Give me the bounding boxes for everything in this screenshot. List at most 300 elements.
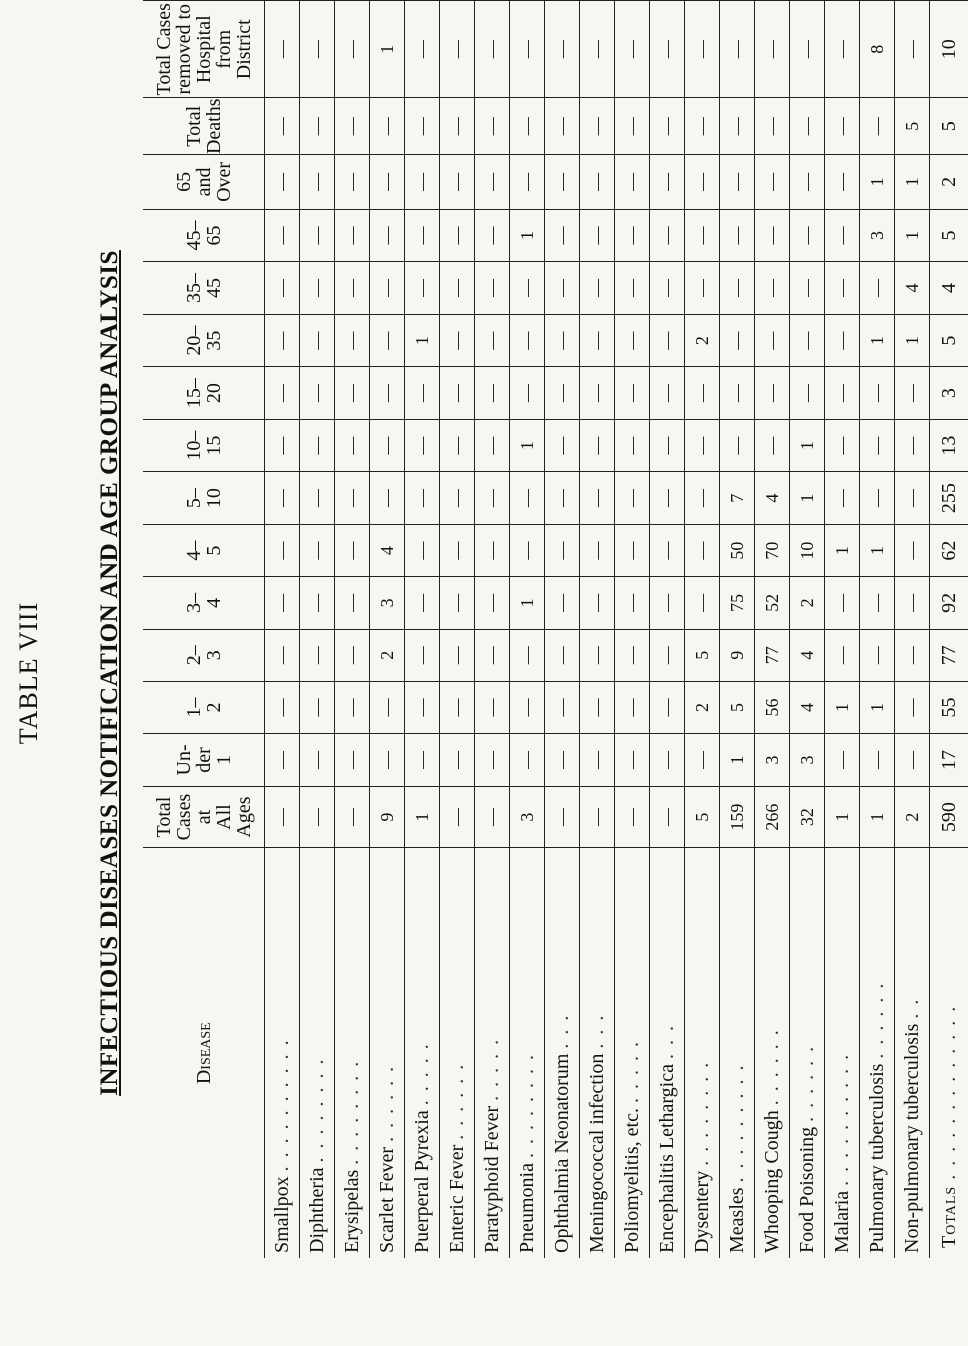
column-header-line: at xyxy=(192,809,215,825)
cell-value: — xyxy=(545,419,580,472)
disease-name xyxy=(860,848,895,1258)
cell-value: — xyxy=(475,155,510,210)
leader-dots: . . . . . . . . xyxy=(691,1060,713,1166)
cell-value: 3 xyxy=(790,734,825,787)
cell-value: — xyxy=(790,155,825,210)
cell-value: — xyxy=(510,367,545,420)
cell-value: — xyxy=(615,472,650,525)
cell-value: 5 xyxy=(895,98,930,155)
disease-label: Erysipelas xyxy=(341,1169,363,1253)
cell-value: — xyxy=(580,681,615,733)
cell-value: — xyxy=(685,472,720,525)
cell-value: — xyxy=(265,155,300,210)
cell-value: — xyxy=(825,209,860,262)
cell-value: — xyxy=(475,734,510,787)
cell-value: — xyxy=(755,419,790,472)
cell-value: 266 xyxy=(755,786,790,848)
cell-value: — xyxy=(580,786,615,848)
total-value: 255 xyxy=(930,472,968,525)
notification-table xyxy=(143,0,968,1258)
cell-value: — xyxy=(300,629,335,681)
column-header xyxy=(143,734,265,787)
total-value: 55 xyxy=(930,681,968,733)
column-header-line: Disease xyxy=(192,1022,215,1085)
table-row xyxy=(370,1,405,1259)
leader-dots: . . . . . . . . . xyxy=(726,1063,748,1183)
cell-value: — xyxy=(685,524,720,576)
table-row xyxy=(580,1,615,1259)
cell-value: — xyxy=(755,367,790,420)
cell-value: 159 xyxy=(720,786,755,848)
totals-label xyxy=(930,848,968,1258)
cell-value: — xyxy=(370,681,405,733)
total-value: 10 xyxy=(930,1,968,99)
cell-value: — xyxy=(335,262,370,315)
cell-value: — xyxy=(300,155,335,210)
cell-value: — xyxy=(685,419,720,472)
cell-value: — xyxy=(720,367,755,420)
total-value: 77 xyxy=(930,629,968,681)
leader-dots: . . . . . . xyxy=(761,1028,783,1106)
disease-name xyxy=(650,848,685,1258)
total-value: 3 xyxy=(930,367,968,420)
cell-value: — xyxy=(650,681,685,733)
cell-value: — xyxy=(720,1,755,99)
cell-value: — xyxy=(755,98,790,155)
cell-value: — xyxy=(895,734,930,787)
disease-label: Paratyphoid Fever xyxy=(481,1105,503,1253)
cell-value: 3 xyxy=(370,577,405,629)
cell-value: — xyxy=(685,734,720,787)
cell-value: — xyxy=(650,367,685,420)
cell-value: 1 xyxy=(860,681,895,733)
cell-value: — xyxy=(650,419,685,472)
cell-value: — xyxy=(405,155,440,210)
cell-value: — xyxy=(300,524,335,576)
cell-value: — xyxy=(895,419,930,472)
cell-value: — xyxy=(265,524,300,576)
disease-label: Diphtheria xyxy=(306,1167,328,1253)
cell-value: — xyxy=(405,472,440,525)
leader-dots: . . . xyxy=(656,1024,678,1059)
totals-row xyxy=(930,1,968,1259)
cell-value: 1 xyxy=(370,1,405,99)
cell-value: — xyxy=(580,209,615,262)
disease-label: Measles xyxy=(726,1187,748,1253)
cell-value: — xyxy=(685,262,720,315)
table-row xyxy=(650,1,685,1259)
cell-value: — xyxy=(440,419,475,472)
table-row xyxy=(440,1,475,1259)
column-header-line: Deaths xyxy=(202,98,225,155)
cell-value: — xyxy=(440,472,475,525)
cell-value: — xyxy=(440,786,475,848)
disease-name xyxy=(755,848,790,1258)
cell-value: 1 xyxy=(895,155,930,210)
cell-value: — xyxy=(335,524,370,576)
column-header-line: 5 xyxy=(202,545,225,556)
cell-value: 52 xyxy=(755,577,790,629)
cell-value: — xyxy=(510,629,545,681)
cell-value: — xyxy=(440,629,475,681)
cell-value: — xyxy=(265,1,300,99)
cell-value: 1 xyxy=(825,681,860,733)
cell-value: — xyxy=(825,629,860,681)
cell-value: — xyxy=(650,577,685,629)
cell-value: — xyxy=(895,367,930,420)
column-header-line: Hospital xyxy=(192,15,215,84)
leader-dots: . . . . . . xyxy=(866,981,888,1059)
cell-value: 75 xyxy=(720,577,755,629)
cell-value: — xyxy=(265,314,300,367)
cell-value: — xyxy=(790,262,825,315)
table-row xyxy=(895,1,930,1259)
leader-dots: . . . . . . xyxy=(376,1064,398,1142)
cell-value: 1 xyxy=(510,577,545,629)
column-header xyxy=(143,577,265,629)
table-row xyxy=(615,1,650,1259)
cell-value: 1 xyxy=(790,419,825,472)
cell-value: — xyxy=(510,472,545,525)
column-header-line: removed to xyxy=(172,3,195,95)
cell-value: — xyxy=(580,472,615,525)
cell-value: — xyxy=(265,472,300,525)
cell-value: — xyxy=(370,734,405,787)
disease-label: Ophthalmia Neonatorum xyxy=(551,1053,573,1253)
cell-value: — xyxy=(510,262,545,315)
total-value: 62 xyxy=(930,524,968,576)
cell-value: — xyxy=(405,209,440,262)
cell-value: — xyxy=(300,734,335,787)
column-header xyxy=(143,209,265,262)
disease-label: Pulmonary tuberculosis xyxy=(866,1063,888,1253)
cell-value: — xyxy=(790,1,825,99)
cell-value: — xyxy=(475,98,510,155)
cell-value: — xyxy=(335,1,370,99)
total-value: 590 xyxy=(930,786,968,848)
cell-value: — xyxy=(300,1,335,99)
disease-name xyxy=(440,848,475,1258)
cell-value: — xyxy=(405,734,440,787)
cell-value: — xyxy=(300,786,335,848)
cell-value: — xyxy=(615,1,650,99)
cell-value: — xyxy=(685,98,720,155)
column-header-line: 65 xyxy=(202,225,225,246)
cell-value: — xyxy=(650,155,685,210)
cell-value: — xyxy=(790,314,825,367)
cell-value: — xyxy=(510,155,545,210)
cell-value: 1 xyxy=(405,314,440,367)
cell-value: — xyxy=(755,314,790,367)
cell-value: — xyxy=(825,419,860,472)
cell-value: — xyxy=(300,681,335,733)
cell-value: — xyxy=(580,524,615,576)
disease-name xyxy=(475,848,510,1258)
column-header xyxy=(143,524,265,576)
cell-value: — xyxy=(615,577,650,629)
cell-value: — xyxy=(825,577,860,629)
column-header xyxy=(143,681,265,733)
cell-value: — xyxy=(335,314,370,367)
disease-label: Non-pulmonary tuberculosis xyxy=(901,1023,923,1253)
cell-value: — xyxy=(860,577,895,629)
cell-value: 1 xyxy=(895,209,930,262)
disease-name xyxy=(545,848,580,1258)
cell-value: — xyxy=(825,734,860,787)
cell-value: — xyxy=(650,98,685,155)
leader-dots: . . . . . . . . xyxy=(306,1057,328,1163)
disease-name xyxy=(405,848,440,1258)
leader-dots: . . . . . . xyxy=(446,1062,468,1140)
cell-value: — xyxy=(825,472,860,525)
cell-value: — xyxy=(790,98,825,155)
cell-value: — xyxy=(440,577,475,629)
column-header-line: 10 xyxy=(202,488,225,509)
cell-value: 9 xyxy=(370,786,405,848)
column-header xyxy=(143,98,265,155)
cell-value: — xyxy=(265,419,300,472)
disease-label: Enteric Fever xyxy=(446,1144,468,1253)
cell-value: — xyxy=(475,419,510,472)
cell-value: — xyxy=(405,577,440,629)
cell-value: — xyxy=(685,367,720,420)
cell-value: — xyxy=(545,367,580,420)
total-value: 92 xyxy=(930,577,968,629)
table-row xyxy=(335,1,370,1259)
cell-value: — xyxy=(825,314,860,367)
cell-value: — xyxy=(720,98,755,155)
column-header xyxy=(143,472,265,525)
cell-value: — xyxy=(335,98,370,155)
cell-value: 10 xyxy=(790,524,825,576)
cell-value: — xyxy=(265,734,300,787)
cell-value: — xyxy=(580,98,615,155)
cell-value: 70 xyxy=(755,524,790,576)
cell-value: 3 xyxy=(510,786,545,848)
cell-value: — xyxy=(545,155,580,210)
cell-value: — xyxy=(615,155,650,210)
disease-label: Dysentery xyxy=(691,1170,713,1253)
cell-value: — xyxy=(720,209,755,262)
cell-value: — xyxy=(650,629,685,681)
disease-name xyxy=(685,848,720,1258)
cell-value: — xyxy=(615,524,650,576)
cell-value: — xyxy=(300,419,335,472)
cell-value: — xyxy=(615,681,650,733)
cell-value: — xyxy=(475,786,510,848)
column-header xyxy=(143,367,265,420)
cell-value: — xyxy=(825,367,860,420)
cell-value: 7 xyxy=(720,472,755,525)
column-header-line: from xyxy=(212,29,235,69)
column-header-line: 5– xyxy=(182,488,205,509)
cell-value: — xyxy=(755,262,790,315)
cell-value: — xyxy=(335,209,370,262)
cell-value: — xyxy=(300,472,335,525)
cell-value: — xyxy=(685,155,720,210)
disease-name xyxy=(720,848,755,1258)
cell-value: — xyxy=(650,209,685,262)
cell-value: — xyxy=(580,1,615,99)
cell-value: 2 xyxy=(370,629,405,681)
leader-dots: . . . . . xyxy=(481,1037,503,1101)
disease-name xyxy=(370,848,405,1258)
cell-value: 77 xyxy=(755,629,790,681)
cell-value: — xyxy=(615,734,650,787)
leader-dots: . . . xyxy=(586,1013,608,1049)
column-header-line: 1– xyxy=(182,697,205,718)
leader-dots: . . xyxy=(901,997,923,1019)
column-header-line: 65 xyxy=(172,171,195,192)
cell-value: 2 xyxy=(895,786,930,848)
cell-value: — xyxy=(545,262,580,315)
cell-value: — xyxy=(860,367,895,420)
cell-value: — xyxy=(545,314,580,367)
cell-value: — xyxy=(720,155,755,210)
cell-value: — xyxy=(685,1,720,99)
disease-name xyxy=(790,848,825,1258)
disease-label: Whooping Cough xyxy=(761,1110,783,1253)
table-row xyxy=(265,1,300,1259)
cell-value: 50 xyxy=(720,524,755,576)
cell-value: 1 xyxy=(895,314,930,367)
table-row xyxy=(300,1,335,1259)
cell-value: — xyxy=(545,1,580,99)
column-header-line: 3 xyxy=(202,650,225,661)
column-header-line: and xyxy=(192,167,215,197)
disease-label: Meningococcal infection xyxy=(586,1053,608,1253)
disease-name xyxy=(510,848,545,1258)
disease-name xyxy=(335,848,370,1258)
total-value: 5 xyxy=(930,314,968,367)
cell-value: — xyxy=(860,419,895,472)
disease-label: Food Poisoning xyxy=(796,1126,818,1253)
cell-value: — xyxy=(685,209,720,262)
cell-value: 3 xyxy=(755,734,790,787)
leader-dots: . . . . . xyxy=(621,1040,643,1103)
cell-value: — xyxy=(895,681,930,733)
cell-value: — xyxy=(405,1,440,99)
disease-label: Puerperal Pyrexia xyxy=(411,1110,433,1253)
column-header xyxy=(143,786,265,848)
cell-value: — xyxy=(405,367,440,420)
leader-dots: . . . . . . . . xyxy=(516,1053,538,1158)
column-header-line: 4 xyxy=(202,597,225,608)
cell-value: 9 xyxy=(720,629,755,681)
cell-value: — xyxy=(440,262,475,315)
cell-value: — xyxy=(755,155,790,210)
cell-value: — xyxy=(720,419,755,472)
disease-name xyxy=(265,848,300,1258)
cell-value: 56 xyxy=(755,681,790,733)
total-value: 5 xyxy=(930,98,968,155)
cell-value: — xyxy=(685,577,720,629)
cell-value: — xyxy=(615,98,650,155)
cell-value: — xyxy=(650,786,685,848)
cell-value: — xyxy=(510,524,545,576)
cell-value: — xyxy=(580,577,615,629)
cell-value: 1 xyxy=(860,786,895,848)
disease-label: Encephalitis Lethargica xyxy=(656,1064,678,1253)
cell-value: 5 xyxy=(685,786,720,848)
total-value: 17 xyxy=(930,734,968,787)
cell-value: — xyxy=(580,314,615,367)
column-header xyxy=(143,1,265,99)
column-header-line: 10– xyxy=(182,430,205,461)
column-header-line: Cases xyxy=(172,793,195,841)
cell-value: — xyxy=(440,155,475,210)
cell-value: 1 xyxy=(510,209,545,262)
column-header-line: Total Cases xyxy=(152,3,175,96)
cell-value: — xyxy=(615,262,650,315)
column-header xyxy=(143,629,265,681)
column-header-line: 2 xyxy=(202,702,225,713)
column-header-line: 20– xyxy=(182,325,205,356)
cell-value: 5 xyxy=(685,629,720,681)
leader-dots: . . . . . xyxy=(411,1042,433,1106)
cell-value: — xyxy=(895,524,930,576)
cell-value: — xyxy=(475,367,510,420)
cell-value: 5 xyxy=(720,681,755,733)
cell-value: — xyxy=(265,98,300,155)
cell-value: — xyxy=(860,262,895,315)
cell-value: — xyxy=(790,209,825,262)
cell-value: — xyxy=(475,524,510,576)
cell-value: — xyxy=(825,155,860,210)
cell-value: — xyxy=(335,419,370,472)
cell-value: — xyxy=(475,314,510,367)
cell-value: — xyxy=(580,155,615,210)
cell-value: — xyxy=(580,734,615,787)
cell-value: 1 xyxy=(860,155,895,210)
leader-dots: . . . . . . . . . . xyxy=(271,1038,293,1172)
cell-value: — xyxy=(265,262,300,315)
table-row xyxy=(405,1,440,1259)
cell-value: — xyxy=(895,629,930,681)
cell-value: — xyxy=(895,1,930,99)
disease-name xyxy=(825,848,860,1258)
cell-value: 1 xyxy=(720,734,755,787)
cell-value: 32 xyxy=(790,786,825,848)
cell-value: — xyxy=(545,734,580,787)
cell-value: — xyxy=(790,367,825,420)
column-header xyxy=(143,314,265,367)
cell-value: — xyxy=(335,367,370,420)
cell-value: — xyxy=(860,98,895,155)
cell-value: — xyxy=(720,314,755,367)
leader-dots: . . . xyxy=(551,1013,573,1049)
table-row xyxy=(860,1,895,1259)
cell-value: — xyxy=(440,314,475,367)
cell-value: — xyxy=(510,734,545,787)
total-value: 5 xyxy=(930,209,968,262)
column-header-disease xyxy=(143,848,265,1258)
cell-value: — xyxy=(440,98,475,155)
cell-value: — xyxy=(510,681,545,733)
cell-value: — xyxy=(440,367,475,420)
cell-value: — xyxy=(300,262,335,315)
cell-value: 1 xyxy=(825,786,860,848)
cell-value: — xyxy=(300,209,335,262)
cell-value: 4 xyxy=(790,629,825,681)
cell-value: — xyxy=(405,262,440,315)
cell-value: — xyxy=(265,577,300,629)
cell-value: 1 xyxy=(510,419,545,472)
cell-value: — xyxy=(825,262,860,315)
cell-value: — xyxy=(860,734,895,787)
column-header-line: 45 xyxy=(202,278,225,299)
cell-value: — xyxy=(440,681,475,733)
